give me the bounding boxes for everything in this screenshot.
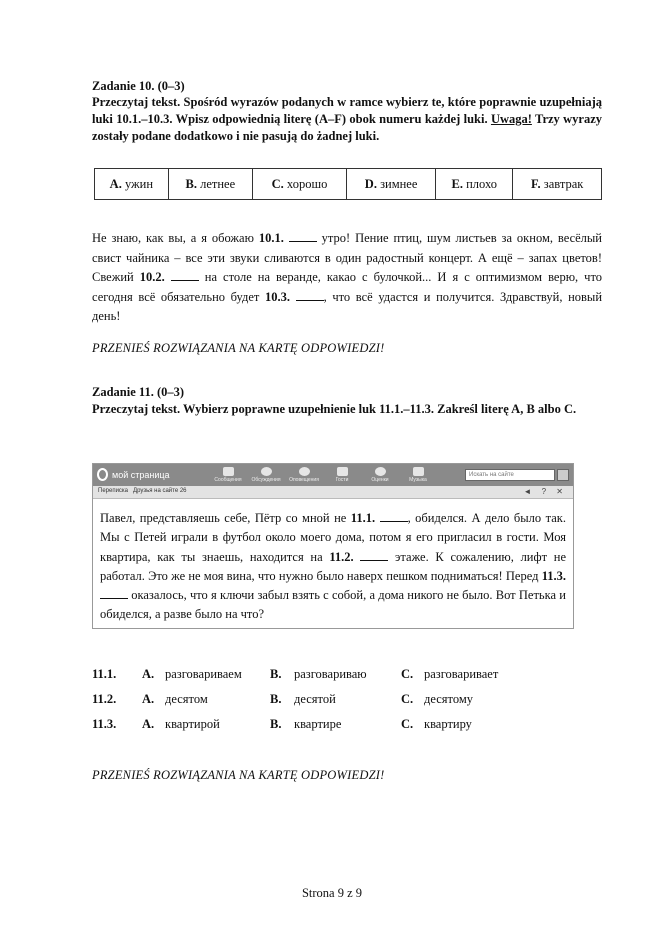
option-a[interactable]: A. <box>142 692 155 706</box>
gap-number: 11.1. <box>350 511 376 525</box>
word-cell: F. завтрак <box>513 169 602 200</box>
search-input[interactable]: Искать на сайте <box>465 469 555 481</box>
music-note-icon <box>413 467 424 476</box>
nav-ratings[interactable]: Оценки <box>361 465 399 485</box>
odnoklassniki-icon <box>97 468 108 481</box>
star-icon <box>375 467 386 476</box>
task10-title: Zadanie 10. (0–3) <box>92 79 185 93</box>
option-c[interactable]: C. <box>401 717 414 731</box>
option-c[interactable]: C. <box>401 667 414 681</box>
bell-icon <box>299 467 310 476</box>
option-a[interactable]: A. <box>142 667 155 681</box>
page-number: Strona 9 z 9 <box>301 886 363 900</box>
site-logo[interactable] <box>97 468 170 481</box>
window-controls[interactable]: ◄ ? ✕ <box>523 487 567 496</box>
message-text: Павел, представляешь себе, Пётр со мной не 11.1. , обиделся. А дело было так. Мы с Петей играли в футбол около моего дома, потом я его пригласил в гости. Моя квартира, как ты знаешь, находится на 11.2. этаже. К сожалению, лифт не работал. Это же не моя вина, что нужно было наверх пешком подниматься! Перед 11.3. оказалось, что я ключи забыл взять с собой, а дома никого не было. Вот Петька и обиделся, а разве было на что? <box>100 511 566 622</box>
answer-blank <box>296 291 324 301</box>
people-icon <box>261 467 272 476</box>
nav-messages[interactable]: Сообщения <box>209 465 247 485</box>
task10-instruction-main: Przeczytaj tekst. Spośród wyrazów podanych w ramce wybierz te, które poprawnie uzupełniają luki 10.1.–10.3. Wpisz odpowiednią literę (A–F) obok numeru każdej luki. <box>92 95 602 126</box>
footprints-icon <box>337 467 348 476</box>
window-topbar <box>93 464 573 486</box>
transfer-note: PRZENIEŚ ROZWIĄZANIA NA KARTĘ ODPOWIEDZI! <box>92 341 385 355</box>
word-cell: B. летнее <box>168 169 252 200</box>
nav-music[interactable]: Музыка <box>399 465 437 485</box>
exam-page: Zadanie 10. (0–3) Przeczytaj tekst. Spośród wyrazów podanych w ramce wybierz te, które poprawnie uzupełniają luki 10.1.–10.3. Wpisz odpowiednią literę (A–F) obok numeru każdej luki. Uwaga! Trzy wyrazy zostały podane dodatkowo i nie pasują do żadnej luki. A. ужин B. летнее C. хорошо D. зимнее E. плохо F. завтрак Не знаю, как вы, а я обожаю 10.1. утро! Пение птиц, шум листьев за окном, весёлый свист чайника – все эти звуки сливаются в один радостный концерт. А ещё – запах цветов! Свежий 10.2. на столе на веранде, какао с булочкой... И я с оптимизмом верю, что сегодня всё обязательно будет 10.3. , что всё удастся и получится. Здравствуй, новый день! PRZENIEŚ ROZWIĄZANIA NA KARTĘ ODPOWIEDZI! Zadanie 11. (0–3) Przeczytaj tekst. Wybierz poprawne uzupełnienie luk 11.1.–11.3. Zakreśl literę A, B albo C. мой страница Сообщения Обсуждения Оповещения Гости Оценки Музыка Искать на сайте Переписка Друзья на сайте 26 ◄ ? ✕ Павел, представляешь себе, Пётр со мной не 11.1. , обиделся. А дело было так. Мы с Петей играли в футбол около моего дома, потом я его пригласил в гости. Моя квартира, как ты знаешь, находится на 11.2. этаже. К сожалению, лифт не работал. Это же не моя вина, что нужно было наверх пешком подниматься! Перед 11.3. оказалось, что я ключи забыл взять с собой, а дома никого не было. Вот Петька и обиделся, а разве было на что? 11.1. A. разговариваем B. разговариваю C. разговаривает 11.2. A. десятом B. десятой C. десятому 11.3. A. квартирой B. квартире C. квартиру PRZENIEŚ ROZWIĄZANIA NA KARTĘ ODPOWIEDZI! Strona 9 z 9 <box>0 0 664 941</box>
option-c[interactable]: C. <box>401 692 414 706</box>
word-cell: A. ужин <box>95 169 169 200</box>
task11-title: Zadanie 11. (0–3) <box>92 385 185 399</box>
transfer-note: PRZENIEŚ ROZWIĄZANIA NA KARTĘ ODPOWIEDZI! <box>92 768 385 782</box>
task10-instruction <box>92 94 602 145</box>
gap-number: 11.3. <box>541 568 566 583</box>
word-cell: C. хорошо <box>252 169 346 200</box>
answer-blank <box>100 589 128 599</box>
top-nav <box>209 465 437 485</box>
tab-messages[interactable]: Переписка <box>98 488 129 494</box>
option-b[interactable]: B. <box>270 692 282 706</box>
envelope-icon <box>223 467 234 476</box>
option-b[interactable]: B. <box>270 667 282 681</box>
uwaga-label: Uwaga! <box>490 112 532 126</box>
gap-number: 10.1. <box>258 231 284 245</box>
option-a[interactable]: A. <box>142 717 155 731</box>
nav-notifications[interactable]: Оповещения <box>285 465 323 485</box>
search-icon[interactable] <box>557 469 569 481</box>
answer-blank <box>360 551 388 561</box>
task11-instruction: Przeczytaj tekst. Wybierz poprawne uzupełnienie luk 11.1.–11.3. Zakreśl literę A, B albo C. <box>92 402 577 416</box>
word-cell: E. плохо <box>436 169 513 200</box>
answer-blank <box>380 512 408 522</box>
social-network-window <box>92 463 574 629</box>
nav-guests[interactable]: Гости <box>323 465 361 485</box>
gap-number: 11.2. <box>329 549 354 564</box>
answer-blank <box>171 271 199 281</box>
chat-tabs <box>93 486 573 499</box>
word-cell: D. зимнее <box>347 169 436 200</box>
word-box <box>94 168 602 200</box>
tab-friends-online[interactable]: Друзья на сайте 26 <box>133 488 187 494</box>
option-b[interactable]: B. <box>270 717 282 731</box>
site-name: мой страница <box>112 469 170 480</box>
task10-text: Не знаю, как вы, а я обожаю 10.1. утро! Пение птиц, шум листьев за окном, весёлый свист чайника – все эти звуки сливаются в один радостный концерт. А ещё – запах цветов! Свежий 10.2. на столе на веранде, какао с булочкой... И я с оптимизмом верю, что сегодня всё обязательно будет 10.3. , что всё удастся и получится. Здравствуй, новый день! <box>92 231 603 323</box>
uwaga-text: Trzy wyrazy zostały podane dodatkowo i nie pasują do żadnej luki. <box>92 112 603 143</box>
answer-blank <box>289 232 317 242</box>
gap-number: 10.3. <box>264 289 290 304</box>
gap-number: 10.2. <box>139 270 165 284</box>
nav-discussions[interactable]: Обсуждения <box>247 465 285 485</box>
